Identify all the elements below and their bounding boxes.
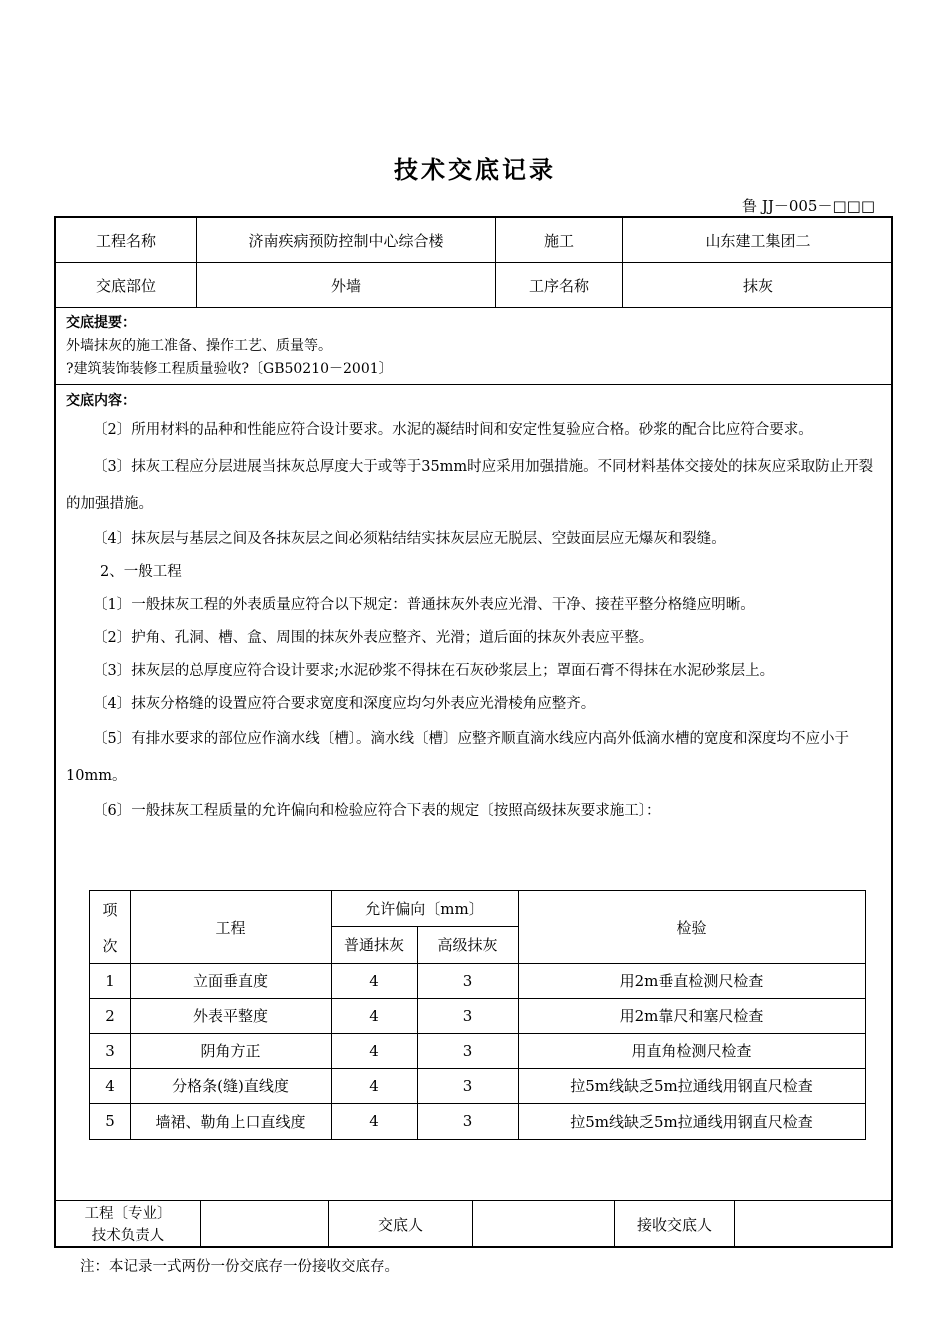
summary-heading: 交底提要： (66, 315, 136, 331)
construction-value: 山东建工集团二 (622, 218, 893, 262)
row-advanced: 3 (462, 1006, 473, 1025)
signature-row (56, 1201, 893, 1248)
row-normal: 4 (369, 971, 379, 990)
part-value: 外墙 (196, 263, 495, 307)
content-paragraph: 〔6〕一般抹灰工程质量的允许偏向和检验应符合下表的规定〔按照高级抹灰要求施工〕： (93, 803, 661, 819)
normal-header: 普通抹灰 (343, 936, 404, 954)
content-paragraph: 〔2〕护角、孔洞、槽、盒、周围的抹灰外表应整齐、光滑；道后面的抹灰外表应平整。 (93, 630, 654, 646)
row-check: 用2m垂直检测尺检查 (619, 972, 764, 990)
row-advanced: 3 (462, 1076, 473, 1095)
record-form (54, 216, 893, 1248)
row-item: 外表平整度 (192, 1007, 268, 1025)
row-normal: 4 (369, 1076, 379, 1095)
content-paragraph: 〔5〕有排水要求的部位应作滴水线〔槽〕。滴水线〔槽〕应整齐顺直滴水线应内高外低滴水槽的宽度和深度均不应小于10mm。 (66, 731, 849, 784)
project-value: 济南疾病预防控制中心综合楼 (196, 218, 495, 262)
summary-section (66, 312, 881, 381)
row-item: 分格条(缝)直线度 (172, 1077, 289, 1095)
row-no: 2 (105, 1006, 115, 1025)
process-label: 工序名称 (495, 263, 622, 307)
content-heading: 交底内容： (66, 393, 136, 409)
row-no: 1 (105, 971, 115, 990)
tech-leader-line1: 工程〔专业〕 (84, 1205, 172, 1222)
row-no: 5 (105, 1112, 115, 1130)
seq-header-bottom: 次 (102, 936, 118, 955)
summary-line: 外墙抹灰的施工准备、操作工艺、质量等。 (66, 338, 332, 354)
row-check: 拉5m线缺乏5m拉通线用钢直尺检查 (570, 1112, 813, 1131)
discloser-label: 交底人 (328, 1201, 472, 1248)
document-number: 鲁 JJ－005－□□□ (742, 197, 875, 215)
summary-line: ?建筑装饰装修工程质量验收?〔GB50210－2001〕 (66, 361, 393, 377)
part-label: 交底部位 (95, 276, 156, 295)
content-paragraph: 〔4〕抹灰层与基层之间及各抹灰层之间必须粘结结实抹灰层应无脱层、空鼓面层应无爆灰和裂缝。 (93, 531, 726, 547)
content-paragraph: 〔4〕抹灰分格缝的设置应符合要求宽度和深度应均匀外表应光滑棱角应整齐。 (93, 696, 596, 712)
row-normal: 4 (369, 1041, 379, 1060)
footnote: 注：本记录一式两份一份交底存一份接收交底存。 (80, 1259, 399, 1275)
item-header: 工程 (215, 918, 246, 937)
row-item: 墙裙、勒角上口直线度 (155, 1112, 306, 1131)
content-paragraph: 〔1〕一般抹灰工程的外表质量应符合以下规定：普通抹灰外表应光滑、干净、接茬平整分格缝应明晰。 (93, 597, 755, 613)
inspection-header: 检验 (676, 918, 707, 937)
tolerance-table (89, 890, 866, 1140)
content-paragraph: 〔3〕抹灰层的总厚度应符合设计要求;水泥砂浆不得抹在石灰砂浆层上；罩面石膏不得抹在水泥砂浆层上。 (93, 663, 775, 679)
process-value: 抹灰 (622, 263, 893, 307)
tech-leader-signature[interactable] (200, 1201, 328, 1248)
tolerance-header: 允许偏向〔mm〕 (365, 900, 484, 918)
row-check: 用直角检测尺检查 (631, 1042, 752, 1060)
tech-leader-line2: 技术负责人 (91, 1227, 165, 1244)
row-item: 立面垂直度 (192, 972, 268, 990)
content-section (66, 390, 886, 828)
project-label: 工程名称 (95, 231, 156, 250)
receiver-label: 接收交底人 (614, 1201, 734, 1248)
seq-header-top: 项 (102, 900, 118, 919)
row-check: 拉5m线缺乏5m拉通线用钢直尺检查 (570, 1077, 813, 1095)
receiver-signature[interactable] (734, 1201, 893, 1248)
row-item: 阴角方正 (200, 1042, 261, 1060)
row-no: 3 (105, 1041, 115, 1060)
row-normal: 4 (369, 1112, 379, 1130)
content-paragraph: 〔3〕抹灰工程应分层进展当抹灰总厚度大于或等于35mm时应采用加强措施。不同材料基体交接处的抹灰应采取防止开裂的加强措施。 (66, 459, 874, 512)
header-row-part (56, 263, 891, 308)
row-normal: 4 (369, 1006, 379, 1025)
construction-label: 施工 (495, 218, 622, 262)
tech-leader-label (56, 1201, 200, 1248)
header-row-project (56, 218, 891, 263)
discloser-signature[interactable] (472, 1201, 614, 1248)
row-advanced: 3 (462, 1041, 473, 1060)
document-title: 技术交底记录 (394, 156, 556, 184)
row-no: 4 (105, 1076, 115, 1095)
row-advanced: 3 (462, 1112, 473, 1130)
content-paragraph: 2、一般工程 (100, 564, 182, 580)
summary-divider (56, 384, 893, 385)
advanced-header: 高级抹灰 (437, 936, 498, 954)
row-check: 用2m靠尺和塞尺检查 (619, 1007, 764, 1025)
content-paragraph: 〔2〕所用材料的品种和性能应符合设计要求。水泥的凝结时间和安定性复验应合格。砂浆的配合比应符合要求。 (93, 422, 813, 438)
row-advanced: 3 (462, 971, 473, 990)
